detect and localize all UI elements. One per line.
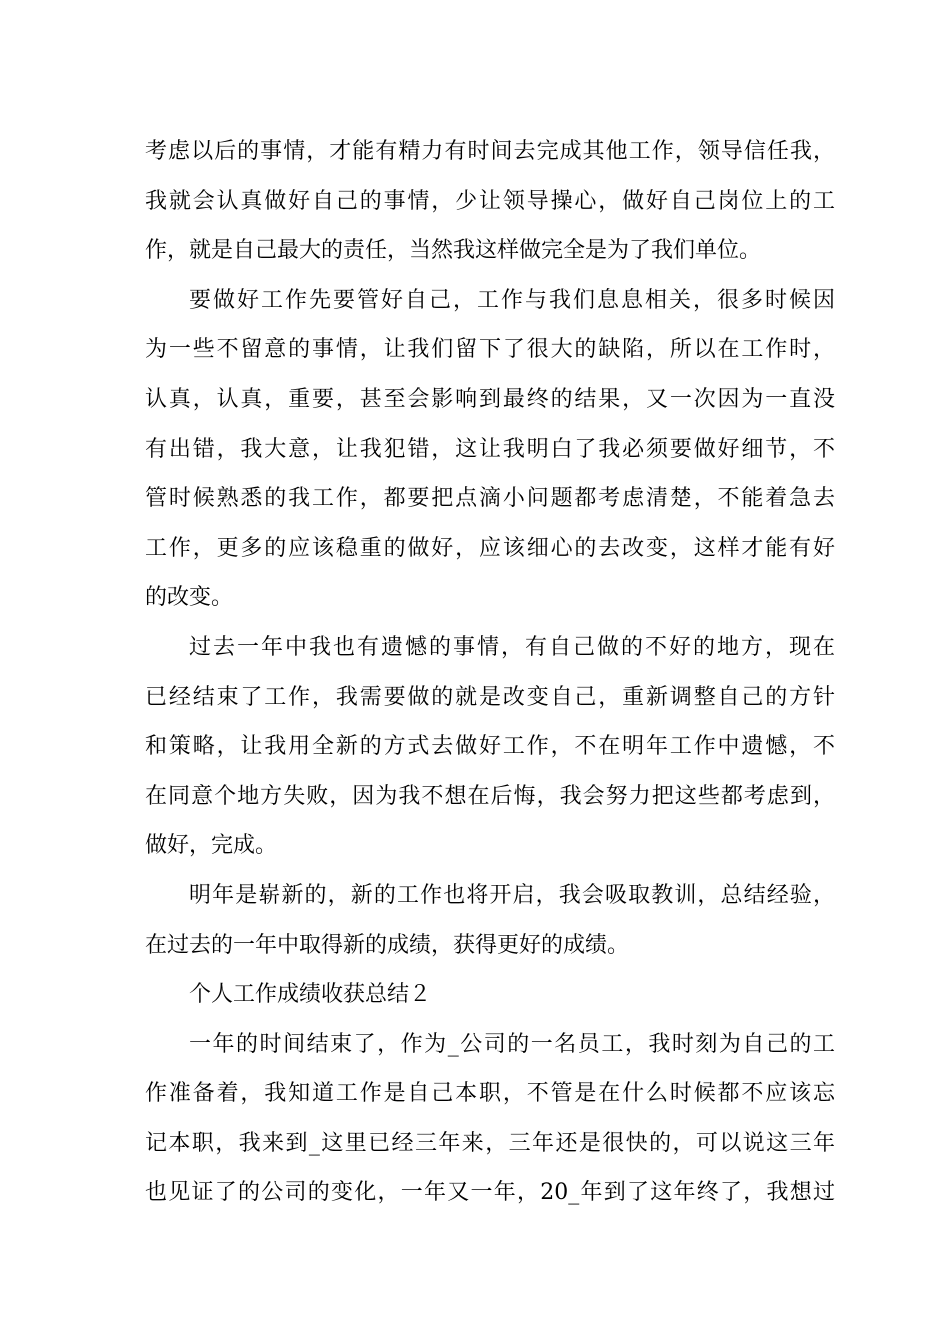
text-line: 在同意个地方失败，因为我不想在后悔，我会努力把这些都考虑到， <box>145 783 835 809</box>
text-line: 认真，认真，重要，甚至会影响到最终的结果，又一次因为一直没 <box>145 386 835 412</box>
text-line: 已经结束了工作，我需要做的就是改变自己，重新调整自己的方针 <box>145 684 835 710</box>
text-line: 也见证了的公司的变化，一年又一年，20_年到了这年终了，我想过 <box>145 1180 835 1206</box>
text-line: 做好，完成。 <box>145 833 278 859</box>
text-line: 作，就是自己最大的责任，当然我这样做完全是为了我们单位。 <box>145 238 762 264</box>
text-line: 为一些不留意的事情，让我们留下了很大的缺陷，所以在工作时， <box>145 337 835 363</box>
text-line: 过去一年中我也有遗憾的事情，有自己做的不好的地方，现在 <box>189 634 835 660</box>
section-heading: 个人工作成绩收获总结２ <box>189 982 432 1008</box>
text-line: 明年是崭新的，新的工作也将开启，我会吸取教训，总结经验， <box>189 882 835 908</box>
text-line: 有出错，我大意，让我犯错，这让我明白了我必须要做好细节，不 <box>145 436 835 462</box>
text-line: 在过去的一年中取得新的成绩，获得更好的成绩。 <box>145 932 630 958</box>
text-line: 工作，更多的应该稳重的做好，应该细心的去改变，这样才能有好 <box>145 535 835 561</box>
text-line: 记本职，我来到_这里已经三年来，三年还是很快的，可以说这三年 <box>145 1130 835 1156</box>
text-line: 的改变。 <box>145 585 234 611</box>
text-line: 和策略，让我用全新的方式去做好工作，不在明年工作中遗憾，不 <box>145 734 835 760</box>
document-body <box>145 127 835 1218</box>
text-line: 一年的时间结束了，作为_公司的一名员工，我时刻为自己的工 <box>189 1031 835 1057</box>
text-line: 我就会认真做好自己的事情，少让领导操心，做好自己岗位上的工 <box>145 188 835 214</box>
text-line: 要做好工作先要管好自己，工作与我们息息相关，很多时候因 <box>189 287 835 313</box>
text-line: 考虑以后的事情，才能有精力有时间去完成其他工作，领导信任我， <box>145 139 835 164</box>
text-line: 管时候熟悉的我工作，都要把点滴小问题都考虑清楚，不能着急去 <box>145 486 835 512</box>
text-line: 作准备着，我知道工作是自己本职，不管是在什么时候都不应该忘 <box>145 1081 835 1107</box>
